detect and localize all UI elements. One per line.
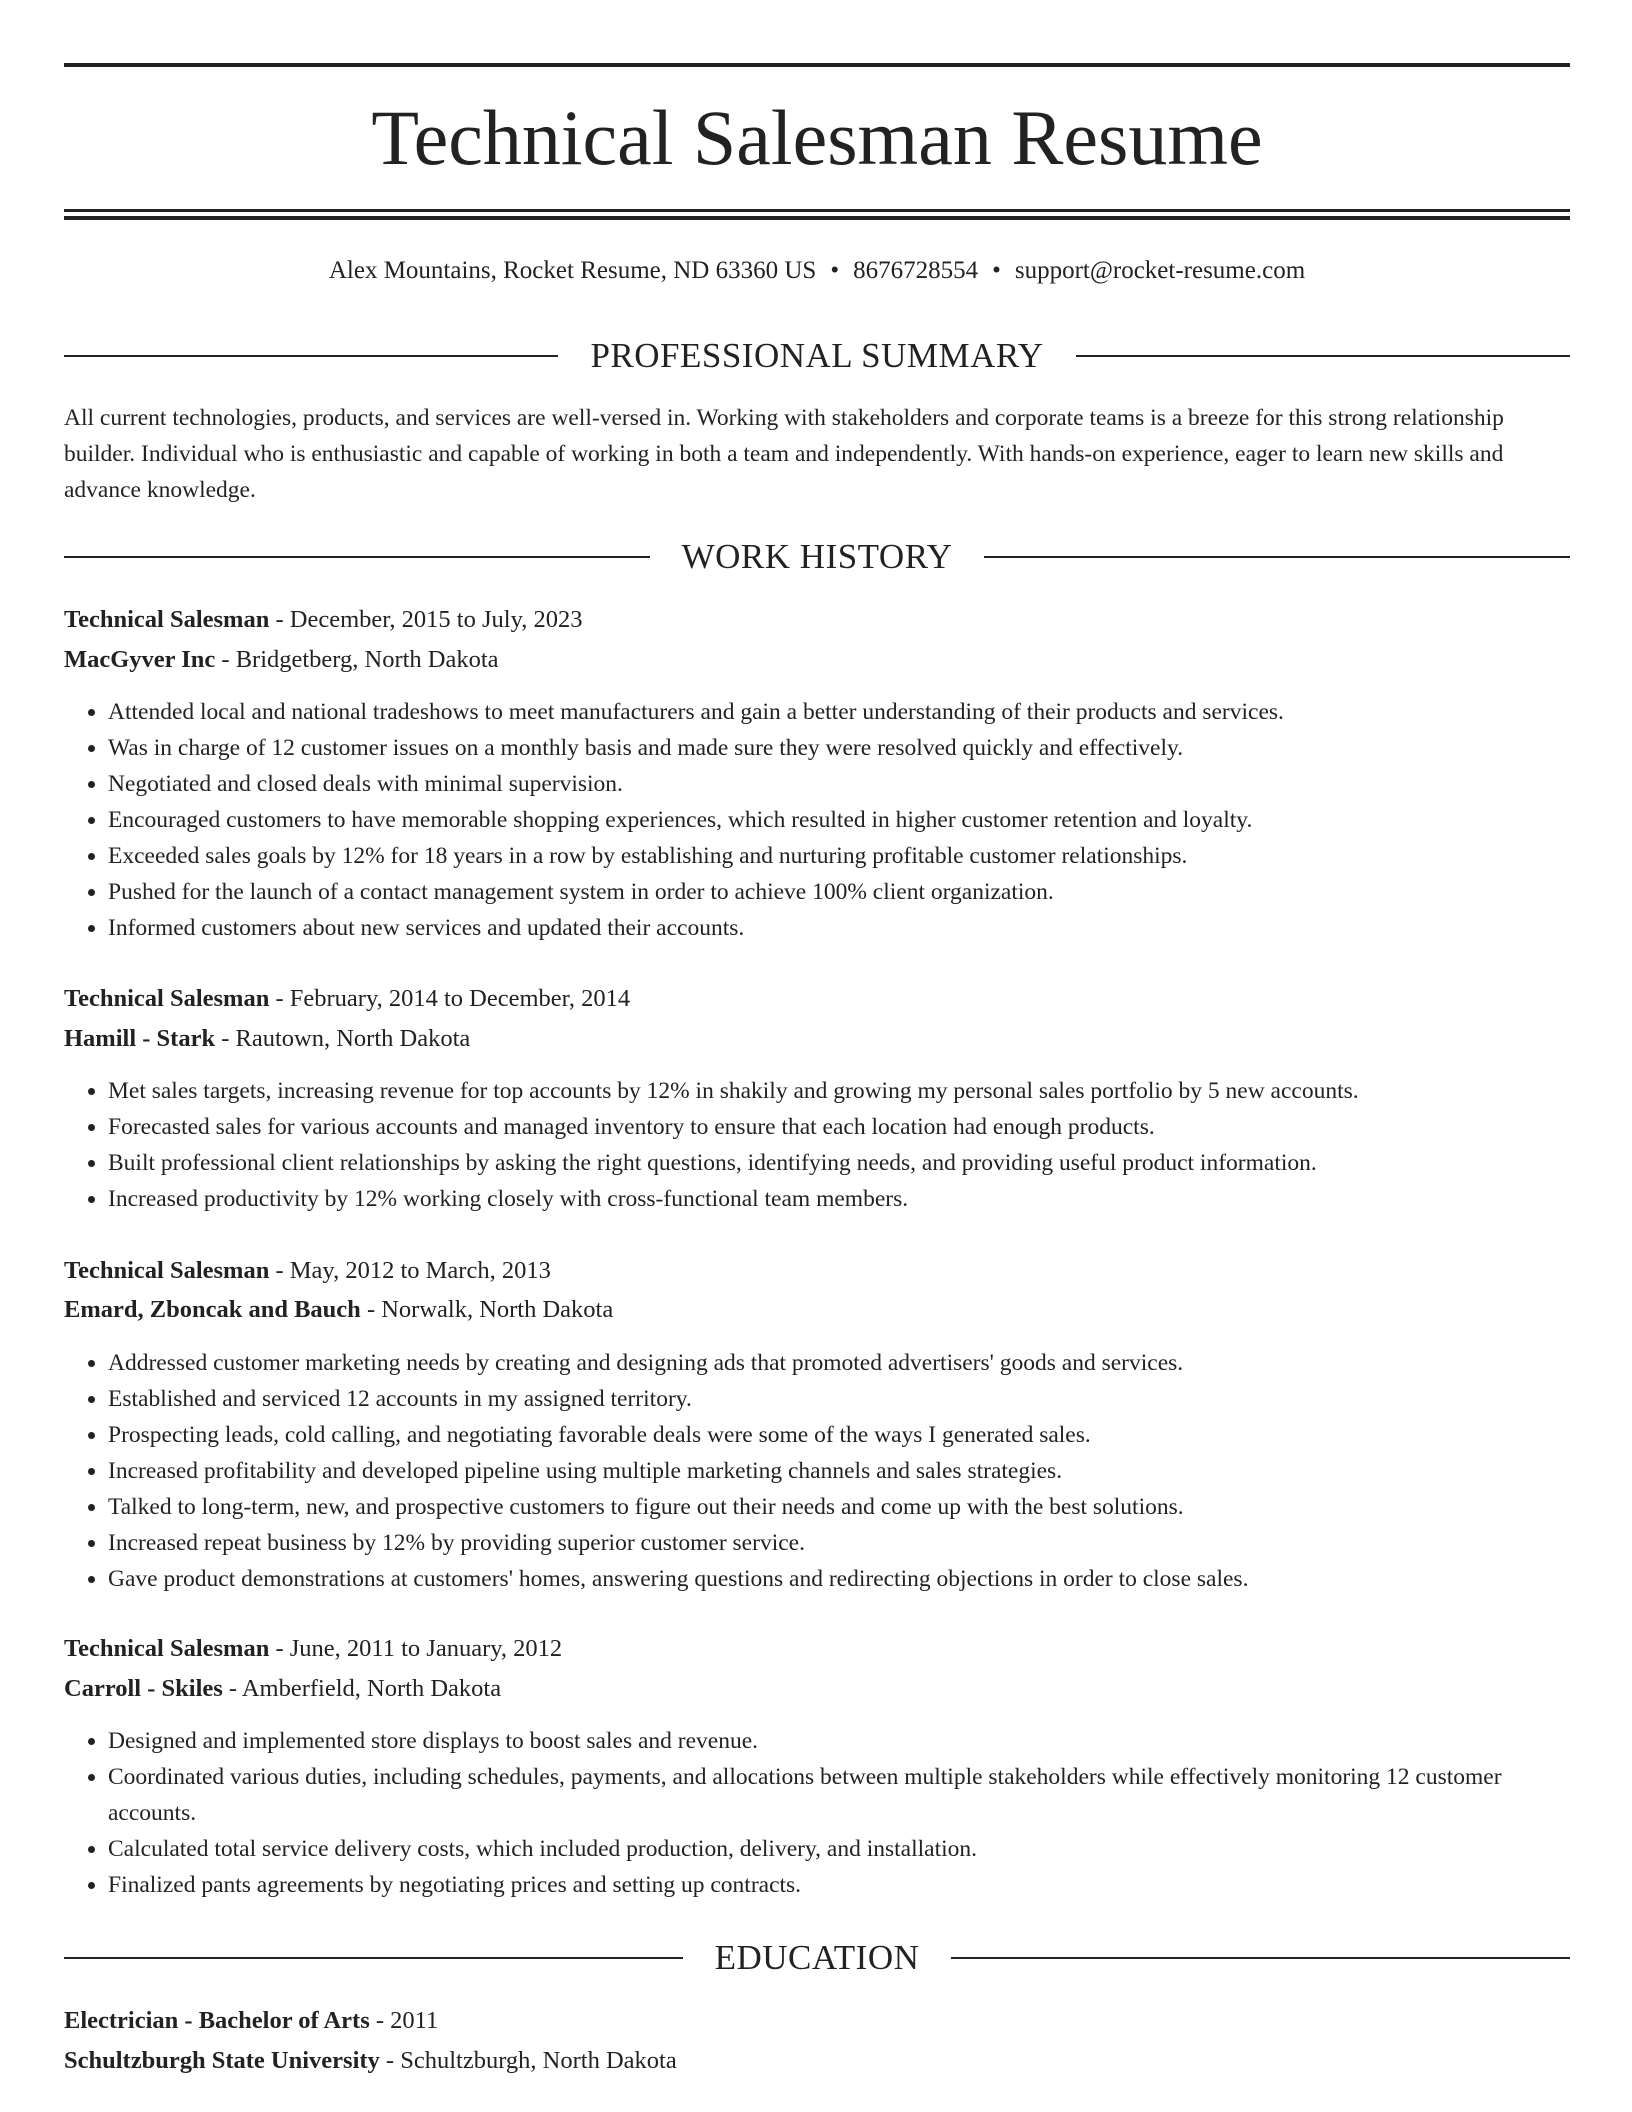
job-bullets — [64, 1723, 1558, 1903]
heading-rule-left — [64, 1957, 683, 1959]
job-dates: - December, 2015 to July, 2023 — [269, 606, 583, 633]
list-item: • Established and serviced 12 accounts in my assigned territory. — [108, 1381, 1558, 1417]
list-item: • Designed and implemented store displays to boost sales and revenue. — [108, 1723, 1558, 1759]
company-location: - Bridgetberg, North Dakota — [215, 646, 499, 673]
list-item: • Encouraged customers to have memorable shopping experiences, which resulted in higher customer retention and loyalty. — [108, 802, 1558, 838]
list-item: • Negotiated and closed deals with minimal supervision. — [108, 766, 1558, 802]
contact-separator: • — [992, 257, 1001, 284]
heading-rule-right — [951, 1957, 1570, 1959]
company-line — [64, 1294, 1570, 1326]
title-rule-upper — [64, 209, 1570, 212]
summary-section-heading — [64, 336, 1570, 376]
list-item: • Talked to long-term, new, and prospective customers to figure out their needs and come up with the best solutions. — [108, 1489, 1558, 1525]
heading-rule-left — [64, 556, 650, 558]
company-location: - Norwalk, North Dakota — [360, 1296, 614, 1323]
contact-line — [64, 255, 1570, 287]
company-line — [64, 644, 1570, 676]
list-item: • Informed customers about new services and updated their accounts. — [108, 910, 1558, 946]
list-item: • Gave product demonstrations at customers' homes, answering questions and redirecting objections in order to close sales. — [108, 1561, 1558, 1597]
summary-text: All current technologies, products, and services are well-versed in. Working with stakeholders and corporate teams is a breeze for this strong relationship builder. Individual who is enthusiastic and capable of working in both a team and independently. With hands-on experience, eager to learn new skills and advance knowledge. — [64, 405, 1504, 503]
heading-rule-right — [984, 556, 1570, 558]
company-name: Emard, Zboncak and Bauch — [64, 1296, 361, 1323]
company-name: Hamill - Stark — [64, 1025, 216, 1052]
education-heading-label: EDUCATION — [714, 1938, 920, 1977]
list-item: • Exceeded sales goals by 12% for 18 years in a row by establishing and nurturing profitable customer relationships. — [108, 838, 1558, 874]
contact-email: support@rocket-resume.com — [1014, 257, 1306, 284]
list-item: • Increased repeat business by 12% by providing superior customer service. — [108, 1525, 1558, 1561]
list-item: • Addressed customer marketing needs by creating and designing ads that promoted advertisers' goods and services. — [108, 1345, 1558, 1381]
contact-address: Alex Mountains, Rocket Resume, ND 63360 US — [328, 257, 817, 284]
heading-rule-left — [64, 355, 558, 357]
company-line — [64, 1673, 1570, 1705]
list-item: • Increased productivity by 12% working closely with cross-functional team members. — [108, 1181, 1558, 1217]
job-title-line — [64, 1255, 1570, 1287]
company-name: MacGyver Inc — [64, 646, 216, 673]
job-title-line — [64, 604, 1570, 636]
degree-year: - 2011 — [369, 2007, 439, 2034]
contact-phone: 8676728554 — [853, 257, 979, 284]
school-location: - Schultzburgh, North Dakota — [379, 2047, 677, 2074]
job-bullets — [64, 694, 1558, 946]
company-location: - Amberfield, North Dakota — [222, 1675, 502, 1702]
degree-name: Electrician - Bachelor of Arts — [64, 2007, 370, 2034]
job-title-line — [64, 1633, 1570, 1665]
list-item: • Finalized pants agreements by negotiating prices and setting up contracts. — [108, 1867, 1558, 1903]
list-item: • Coordinated various duties, including schedules, payments, and allocations between multiple stakeholders while effectively monitoring 12 customer accounts. — [108, 1759, 1558, 1831]
list-item: • Built professional client relationships by asking the right questions, identifying needs, and providing useful product information. — [108, 1145, 1558, 1181]
job-title: Technical Salesman — [64, 606, 270, 633]
job-title-line — [64, 983, 1570, 1015]
school-name: Schultzburgh State University — [64, 2047, 380, 2074]
job-dates: - February, 2014 to December, 2014 — [269, 985, 631, 1012]
job-title: Technical Salesman — [64, 985, 270, 1012]
school-line — [64, 2045, 1570, 2077]
contact-separator: • — [830, 257, 840, 284]
title-rule-lower — [64, 216, 1570, 220]
summary-heading-label: PROFESSIONAL SUMMARY — [590, 336, 1044, 375]
job-bullets — [64, 1073, 1558, 1217]
education-section-heading — [64, 1938, 1570, 1978]
work-heading-label: WORK HISTORY — [681, 537, 953, 576]
degree-line — [64, 2005, 1570, 2037]
list-item: • Forecasted sales for various accounts and managed inventory to ensure that each location had enough products. — [108, 1109, 1558, 1145]
work-section-heading — [64, 537, 1570, 577]
list-item: • Was in charge of 12 customer issues on a monthly basis and made sure they were resolved quickly and effectively. — [108, 730, 1558, 766]
list-item: • Pushed for the launch of a contact management system in order to achieve 100% client organization. — [108, 874, 1558, 910]
list-item: • Attended local and national tradeshows to meet manufacturers and gain a better understanding of their products and services. — [108, 694, 1558, 730]
list-item: • Calculated total service delivery costs, which included production, delivery, and installation. — [108, 1831, 1558, 1867]
top-rule — [64, 63, 1570, 67]
job-dates: - June, 2011 to January, 2012 — [269, 1635, 563, 1662]
list-item: • Prospecting leads, cold calling, and negotiating favorable deals were some of the ways I generated sales. — [108, 1417, 1558, 1453]
heading-rule-right — [1076, 355, 1570, 357]
list-item: • Increased profitability and developed pipeline using multiple marketing channels and sales strategies. — [108, 1453, 1558, 1489]
list-item: • Met sales targets, increasing revenue for top accounts by 12% in shakily and growing my personal sales portfolio by 5 new accounts. — [108, 1073, 1558, 1109]
job-bullets — [64, 1345, 1558, 1597]
job-title: Technical Salesman — [64, 1257, 270, 1284]
job-dates: - May, 2012 to March, 2013 — [269, 1257, 551, 1284]
company-name: Carroll - Skiles — [64, 1675, 223, 1702]
company-line — [64, 1023, 1570, 1055]
resume-title: Technical Salesman Resume — [371, 94, 1263, 181]
job-title: Technical Salesman — [64, 1635, 270, 1662]
company-location: - Rautown, North Dakota — [215, 1025, 471, 1052]
